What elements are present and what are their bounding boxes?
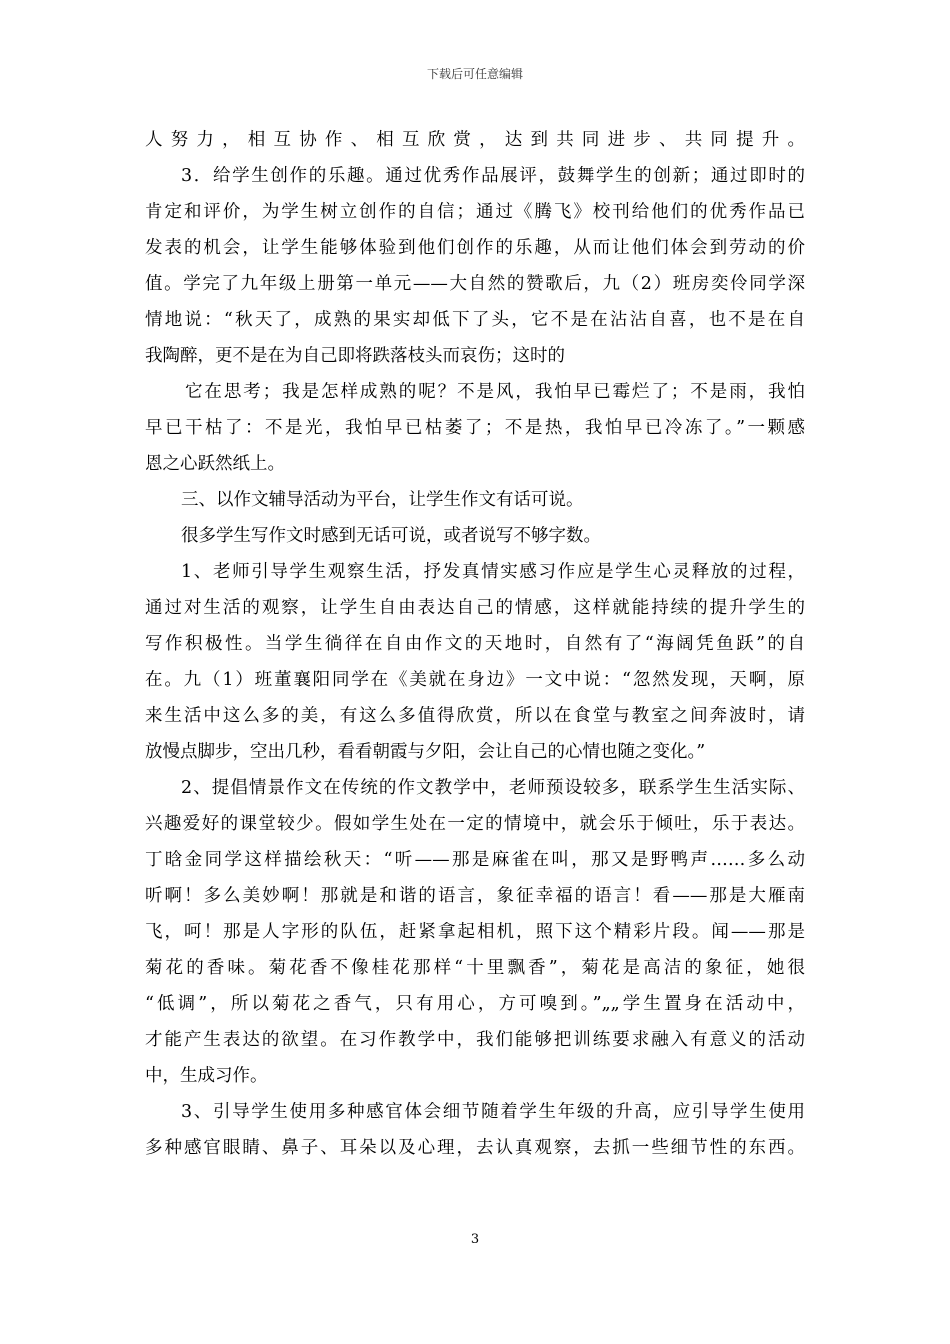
- paragraph-line: 写作积极性。当学生徜徉在自由作文的天地时，自然有了“海阔凭鱼跃”的自: [145, 634, 805, 654]
- paragraph-line: 飞，呵！那是人字形的队伍，赶紧拿起相机，照下这个精彩片段。闻——那是: [145, 922, 805, 942]
- paragraph-line: 肯定和评价，为学生树立创作的自信；通过《腾飞》校刊给他们的优秀作品已: [145, 202, 805, 222]
- paragraph-line: 听啊！多么美妙啊！那就是和谐的语言，象征幸福的语言！看——那是大雁南: [145, 886, 805, 906]
- section-heading: 三、以作文辅导活动为平台，让学生作文有话可说。: [181, 490, 584, 510]
- paragraph-line: 丁晗金同学这样描绘秋天：“听——那是麻雀在叫，那又是野鸭声……多么动: [145, 850, 805, 870]
- paragraph-line: 通过对生活的观察，让学生自由表达自己的情感，这样就能持续的提升学生的: [145, 598, 805, 618]
- paragraph-line: 恩之心跃然纸上。: [145, 454, 285, 474]
- paragraph-line: 菊花的香味。菊花香不像桂花那样“十里飘香”，菊花是高洁的象征，她很: [145, 958, 805, 978]
- paragraph-line: 发表的机会，让学生能够体验到他们创作的乐趣，从而让他们体会到劳动的价: [145, 238, 805, 258]
- paragraph-line: 它在思考；我是怎样成熟的呢？不是风，我怕早已霉烂了；不是雨，我怕: [185, 382, 805, 402]
- paragraph-line: “低调”，所以菊花之香气，只有用心，方可嗅到。”„„学生置身在活动中，: [145, 994, 805, 1014]
- paragraph-line: 很多学生写作文时感到无话可说，或者说写不够字数。: [181, 526, 601, 546]
- paragraph-line: 来生活中这么多的美，有这么多值得欣赏，所以在食堂与教室之间奔波时，请: [145, 706, 805, 726]
- page-number: 3: [470, 1232, 480, 1247]
- paragraph-line: 多种感官眼睛、鼻子、耳朵以及心理，去认真观察，去抓一些细节性的东西。: [145, 1138, 805, 1158]
- paragraph-line: 早已干枯了：不是光，我怕早已枯萎了；不是热，我怕早已冷冻了。”一颗感: [145, 418, 805, 438]
- paragraph-line: 中，生成习作。: [145, 1066, 268, 1086]
- paragraph-line: 在。九（1）班董襄阳同学在《美就在身边》一文中说：“忽然发现，天啊，原: [145, 670, 805, 690]
- paragraph-line: 3．给学生创作的乐趣。通过优秀作品展评，鼓舞学生的创新；通过即时的: [181, 166, 805, 186]
- paragraph-line: 1、老师引导学生观察生活，抒发真情实感习作应是学生心灵释放的过程，: [181, 562, 805, 582]
- paragraph-line: 人努力，相互协作、相互欣赏，达到共同进步、共同提升。: [145, 130, 805, 150]
- page-header: 下载后可任意编辑: [426, 67, 523, 81]
- paragraph-line: 我陶醉，更不是在为自己即将跌落枝头而哀伤；这时的: [145, 346, 565, 366]
- paragraph-line: 2、提倡情景作文在传统的作文教学中，老师预设较多，联系学生生活实际、: [181, 778, 805, 798]
- paragraph-line: 3、引导学生使用多种感官体会细节随着学生年级的升高，应引导学生使用: [181, 1102, 805, 1122]
- paragraph-line: 值。学完了九年级上册第一单元——大自然的赞歌后，九（2）班房奕伶同学深: [145, 274, 805, 294]
- paragraph-line: 放慢点脚步，空出几秒，看看朝霞与夕阳，会让自己的心情也随之变化。”: [145, 742, 706, 762]
- paragraph-line: 情地说：“秋天了，成熟的果实却低下了头，它不是在沾沾自喜，也不是在自: [145, 310, 805, 330]
- document-body: [145, 122, 805, 1166]
- paragraph-line: 兴趣爱好的课堂较少。假如学生处在一定的情境中，就会乐于倾吐，乐于表达。: [145, 814, 805, 834]
- paragraph-line: 才能产生表达的欲望。在习作教学中，我们能够把训练要求融入有意义的活动: [145, 1030, 805, 1050]
